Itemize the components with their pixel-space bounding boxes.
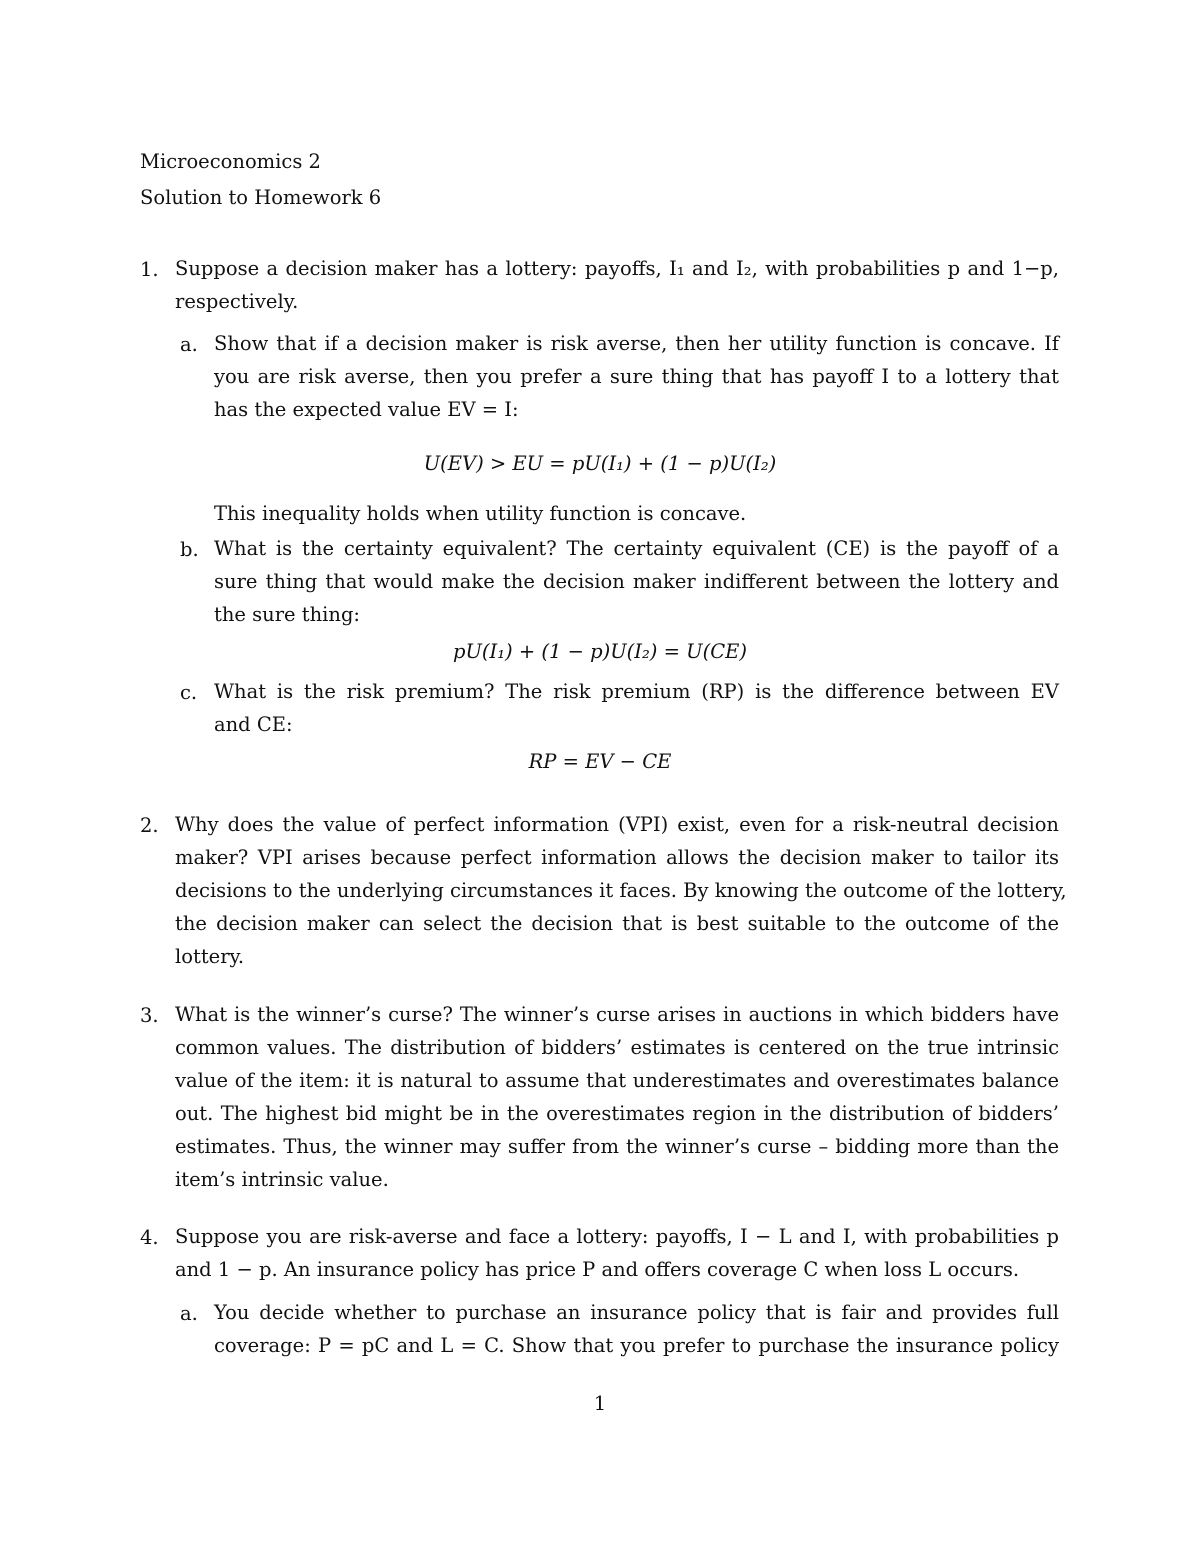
equation-certainty-equivalent: pU(I₁) + (1 − p)U(I₂) = U(CE) <box>453 640 747 663</box>
question-2-line-2: maker? VPI arises because perfect information allows the decision maker to tailor its <box>175 846 1059 869</box>
question-3-line-4: out. The highest bid might be in the overestimates region in the distribution of bidders’ <box>175 1102 1059 1125</box>
question-1c-label: c. <box>180 681 198 704</box>
question-1b-label: b. <box>180 538 199 561</box>
question-3-line-5: estimates. Thus, the winner may suffer from the winner’s curse – bidding more than the <box>175 1135 1059 1158</box>
question-2-line-4: the decision maker can select the decision that is best suitable to the outcome of the <box>175 912 1059 935</box>
equation-risk-premium: RP = EV − CE <box>528 750 672 773</box>
question-3-line-3: value of the item: it is natural to assume that underestimates and overestimates balance <box>175 1069 1059 1092</box>
question-4-number: 4. <box>140 1226 159 1249</box>
question-4a-line-1: You decide whether to purchase an insurance policy that is fair and provides full <box>214 1301 1059 1324</box>
equation-risk-aversion: U(EV) > EU = pU(I₁) + (1 − p)U(I₂) <box>423 452 777 475</box>
question-2-text <box>175 808 1067 973</box>
question-1c-line-1: What is the risk premium? The risk premium (RP) is the difference between EV <box>214 680 1059 703</box>
question-4a-text <box>214 1296 1059 1362</box>
question-3-text <box>175 998 1059 1196</box>
question-3-line-2: common values. The distribution of bidders’ estimates is centered on the true intrinsic <box>175 1036 1059 1059</box>
question-1b-text <box>214 532 1059 631</box>
question-1a-line-1: Show that if a decision maker is risk averse, then her utility function is concave. If <box>214 332 1059 355</box>
question-4-line-2: and 1 − p. An insurance policy has price P and offers coverage C when loss L occurs. <box>175 1258 1020 1281</box>
question-3-number: 3. <box>140 1004 159 1027</box>
question-1-number: 1. <box>140 258 159 281</box>
question-1a-after: This inequality holds when utility function is concave. <box>214 502 747 525</box>
question-4a-label: a. <box>180 1302 198 1325</box>
question-3-line-1: What is the winner’s curse? The winner’s curse arises in auctions in which bidders have <box>175 1003 1059 1026</box>
question-1a-text <box>214 327 1059 426</box>
question-1a-conclusion <box>214 497 1059 530</box>
question-3-line-6: item’s intrinsic value. <box>175 1168 389 1191</box>
question-1-line-2: respectively. <box>175 290 299 313</box>
question-1b-line-2: sure thing that would make the decision maker indifferent between the lottery and <box>214 570 1059 593</box>
question-1c-text <box>214 675 1059 741</box>
document-title: Solution to Homework 6 <box>140 186 382 209</box>
question-2-number: 2. <box>140 814 159 837</box>
question-1c-line-2: and CE: <box>214 713 293 736</box>
question-2-line-3: decisions to the underlying circumstances it faces. By knowing the outcome of the lottery, <box>175 879 1067 902</box>
question-1a-label: a. <box>180 333 198 356</box>
question-1-text <box>175 252 1059 318</box>
question-4a-line-2: coverage: P = pC and L = C. Show that you prefer to purchase the insurance policy <box>214 1334 1059 1357</box>
question-2-line-1: Why does the value of perfect information (VPI) exist, even for a risk-neutral decision <box>175 813 1059 836</box>
question-1b-line-3: the sure thing: <box>214 603 361 626</box>
course-title: Microeconomics 2 <box>140 150 321 173</box>
question-4-text <box>175 1220 1059 1286</box>
question-1-line-1: Suppose a decision maker has a lottery: payoffs, I₁ and I₂, with probabilities p and 1−p, <box>175 257 1059 280</box>
question-1a-line-3: has the expected value EV = I: <box>214 398 519 421</box>
question-2-line-5: lottery. <box>175 945 245 968</box>
question-1a-line-2: you are risk averse, then you prefer a sure thing that has payoff I to a lottery that <box>214 365 1059 388</box>
question-1b-line-1: What is the certainty equivalent? The certainty equivalent (CE) is the payoff of a <box>214 537 1059 560</box>
question-4-line-1: Suppose you are risk-averse and face a lottery: payoffs, I − L and I, with probabilities p <box>175 1225 1059 1248</box>
page-number: 1 <box>593 1392 607 1415</box>
